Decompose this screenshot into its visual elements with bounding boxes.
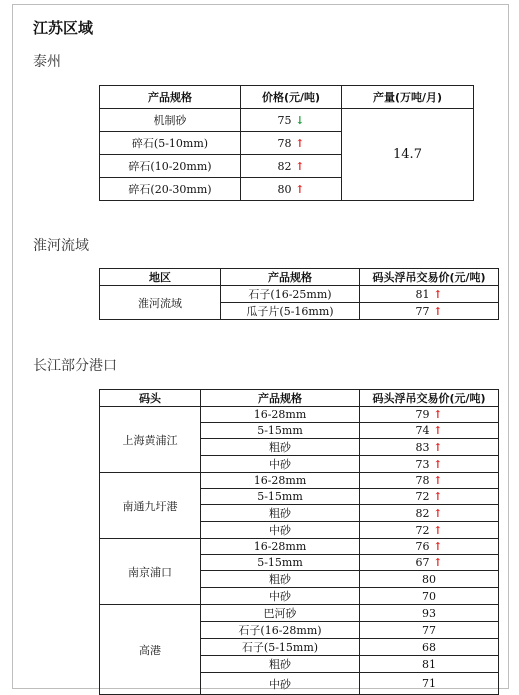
arrow-up-icon: ↑: [291, 159, 305, 173]
yangtze-title: 长江部分港口: [33, 358, 117, 374]
table-row: [100, 407, 499, 423]
price-cell: [360, 522, 499, 539]
price-cell: [360, 622, 499, 639]
table-row: [100, 473, 499, 489]
price-cell: [360, 639, 499, 656]
arrow-up-icon: ↑: [429, 408, 443, 421]
price-cell: [360, 605, 499, 622]
price-value: 74: [415, 424, 430, 437]
output-cell: 14.7: [342, 109, 474, 201]
arrow-up-icon: ↑: [429, 523, 443, 537]
price-value: 77: [422, 623, 436, 637]
price-value: 83: [415, 440, 430, 454]
huaihe-table: [99, 268, 499, 320]
arrow-up-icon: ↑: [429, 506, 443, 520]
spec-cell: 5-15mm: [201, 489, 360, 505]
spec-cell: 16-28mm: [201, 407, 360, 423]
spec-cell: 中砂: [201, 522, 360, 539]
arrow-up-icon: ↑: [291, 136, 305, 150]
header-spec: 产品规格: [221, 269, 360, 286]
arrow-up-icon: ↑: [429, 440, 443, 454]
taizhou-table: [99, 85, 474, 201]
price-cell: [241, 132, 342, 155]
arrow-up-icon: ↑: [429, 474, 443, 487]
price-value: 80: [277, 182, 292, 196]
price-cell: [241, 178, 342, 201]
spec-cell: 16-28mm: [201, 473, 360, 489]
header-price: 价格(元/吨): [241, 86, 342, 109]
document-page: [12, 4, 509, 689]
price-value: 68: [422, 640, 436, 654]
price-cell: [360, 489, 499, 505]
header-area: 地区: [100, 269, 221, 286]
price-value: 82: [277, 159, 292, 173]
price-cell: [241, 109, 342, 132]
price-value: 78: [415, 474, 430, 487]
price-value: 78: [277, 136, 292, 150]
spec-cell: 粗砂: [201, 571, 360, 588]
price-value: 75: [277, 113, 292, 127]
spec-cell: 机制砂: [100, 109, 241, 132]
price-value: 77: [415, 304, 430, 318]
port-cell: 上海黄浦江: [100, 407, 201, 473]
spec-cell: 粗砂: [201, 656, 360, 673]
price-value: 81: [422, 657, 436, 671]
price-cell: [360, 505, 499, 522]
price-cell: [360, 473, 499, 489]
taizhou-title: 泰州: [33, 54, 61, 70]
table-row: [100, 286, 499, 303]
spec-cell: 巴河砂: [201, 605, 360, 622]
spec-cell: 中砂: [201, 588, 360, 605]
price-cell: [360, 456, 499, 473]
price-value: 79: [415, 408, 430, 421]
price-value: 72: [415, 490, 430, 503]
price-cell: [360, 571, 499, 588]
price-cell: [360, 303, 499, 320]
price-cell: [360, 656, 499, 673]
spec-cell: 5-15mm: [201, 555, 360, 571]
price-cell: [360, 539, 499, 555]
price-cell: [360, 439, 499, 456]
price-cell: [360, 286, 499, 303]
arrow-up-icon: ↑: [291, 182, 305, 196]
price-value: 82: [415, 506, 430, 520]
spec-cell: 碎石(20-30mm): [100, 178, 241, 201]
yangtze-table: [99, 389, 499, 695]
arrow-up-icon: ↑: [429, 490, 443, 503]
spec-cell: 瓜子片(5-16mm): [221, 303, 360, 320]
spec-cell: 碎石(5-10mm): [100, 132, 241, 155]
price-value: 76: [415, 540, 430, 553]
price-cell: [360, 588, 499, 605]
port-cell: 高港: [100, 605, 201, 695]
header-price: 码头浮吊交易价(元/吨): [360, 269, 499, 286]
spec-cell: 碎石(10-20mm): [100, 155, 241, 178]
table-row: [100, 539, 499, 555]
price-value: 70: [422, 589, 436, 603]
price-cell: [360, 423, 499, 439]
spec-cell: 中砂: [201, 456, 360, 473]
region-title: 江苏区域: [33, 19, 94, 37]
spec-cell: 粗砂: [201, 439, 360, 456]
spec-cell: 石子(16-25mm): [221, 286, 360, 303]
spec-cell: 16-28mm: [201, 539, 360, 555]
spec-cell: 粗砂: [201, 505, 360, 522]
header-spec: 产品规格: [100, 86, 241, 109]
price-value: 71: [422, 677, 436, 690]
arrow-up-icon: ↑: [429, 424, 443, 437]
header-spec: 产品规格: [201, 390, 360, 407]
price-value: 80: [422, 572, 436, 586]
area-cell: 淮河流域: [100, 286, 221, 320]
arrow-up-icon: ↑: [429, 304, 443, 318]
port-cell: 南京浦口: [100, 539, 201, 605]
arrow-up-icon: ↑: [429, 457, 443, 471]
huaihe-title: 淮河流域: [33, 238, 89, 254]
spec-cell: 5-15mm: [201, 423, 360, 439]
header-port: 码头: [100, 390, 201, 407]
spec-cell: 石子(16-28mm): [201, 622, 360, 639]
arrow-up-icon: ↑: [429, 287, 443, 301]
table-row: [100, 605, 499, 622]
arrow-down-icon: ↓: [291, 113, 305, 127]
arrow-up-icon: ↑: [429, 540, 443, 553]
price-cell: [360, 673, 499, 695]
price-value: 67: [415, 556, 430, 569]
price-cell: [360, 407, 499, 423]
port-cell: 南通九圩港: [100, 473, 201, 539]
price-cell: [241, 155, 342, 178]
price-value: 73: [415, 457, 430, 471]
price-value: 93: [422, 606, 436, 620]
price-value: 72: [415, 523, 430, 537]
price-value: 81: [415, 287, 430, 301]
header-price: 码头浮吊交易价(元/吨): [360, 390, 499, 407]
spec-cell: 中砂: [201, 673, 360, 695]
header-output: 产量(万吨/月): [342, 86, 474, 109]
price-cell: [360, 555, 499, 571]
table-row: [100, 109, 474, 132]
arrow-up-icon: ↑: [429, 556, 443, 569]
spec-cell: 石子(5-15mm): [201, 639, 360, 656]
